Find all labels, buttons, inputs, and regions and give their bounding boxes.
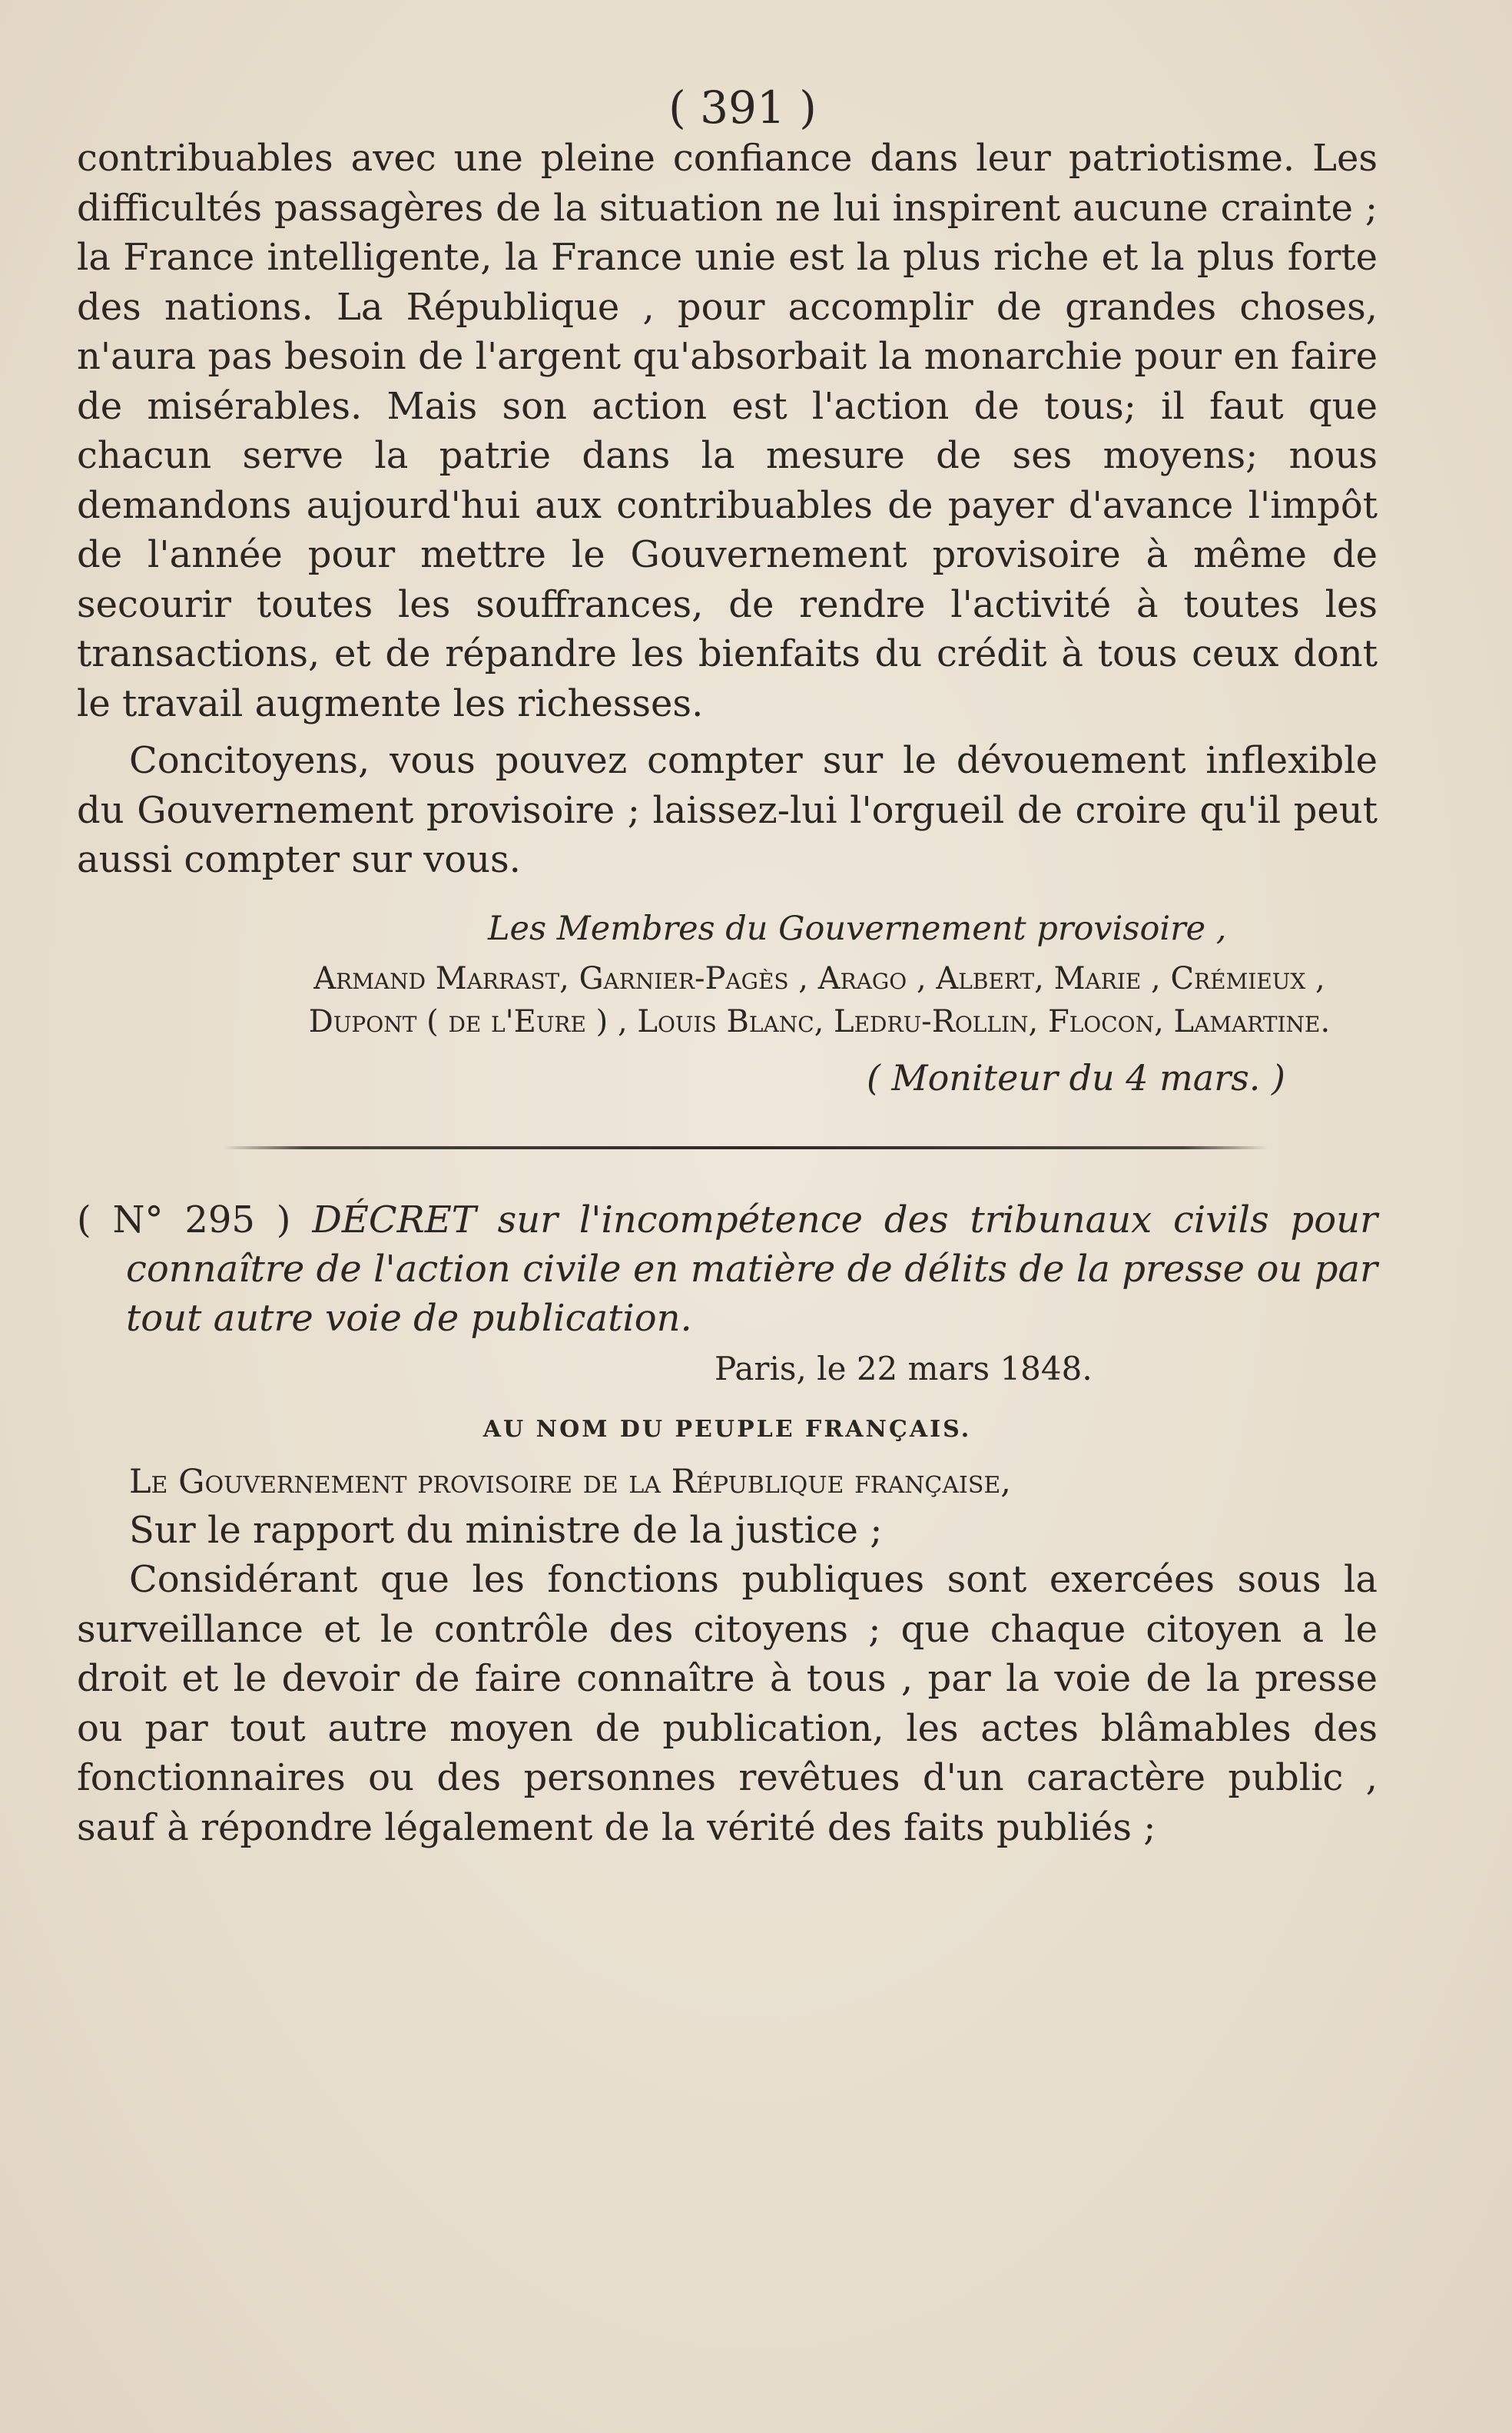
- signatories-list: [261, 957, 1378, 1043]
- source-citation: ( Moniteur du 4 mars. ): [866, 1056, 1285, 1099]
- intro-paragraph: contribuables avec une pleine confiance dans leur patriotisme. Les difficultés passagères de la situation ne lui inspirent aucune crainte ; la France intelligente, la France unie est la plus riche et la plus forte des nations. La République , pour accomplir de grandes choses, n'aura pas besoin de l'argent qu'absorbait la monarchie pour en faire de misérables. Mais son action est l'action de tous; il faut que chacun serve la patrie dans la mesure de ses moyens; nous demandons aujourd'hui aux contribuables de payer d'avance l'impôt de l'année pour mettre le Gouvernement provisoire à même de secourir toutes les souffrances, de rendre l'activité à toutes les transactions, et de répandre les bienfaits du crédit à tous ceux dont le travail augmente les richesses.: [77, 137, 1378, 725]
- decree-heading: [77, 1195, 1378, 1343]
- section-divider: [223, 1146, 1268, 1149]
- signatories-names: Armand Marrast, Garnier-Pagès , Arago , Albert, Marie , Crémieux , Dupont ( de l'Eure ) , Louis Blanc, Ledru-Rollin, Flocon, Lamartine.: [308, 960, 1331, 1039]
- decree-government: Le Gouvernement provisoire de la République française,: [129, 1462, 1011, 1501]
- closing-paragraph: Concitoyens, vous pouvez compter sur le dévouement inflexible du Gouvernement provisoire ; laissez-lui l'orgueil de croire qu'il peut aussi compter sur vous.: [77, 739, 1378, 881]
- page-number: ( 391 ): [668, 81, 817, 134]
- decree-number: ( N° 295 ): [77, 1198, 291, 1241]
- decree-title: DÉCRET sur l'incompétence des tribunaux civils pour connaître de l'action civile en matière de délits de la presse ou par tout autre voie de publication.: [126, 1198, 1378, 1340]
- decree-report: Sur le rapport du ministre de la justice ;: [129, 1508, 883, 1552]
- decree-place-date: Paris, le 22 mars 1848.: [715, 1349, 1093, 1387]
- signatories-heading: Les Membres du Gouvernement provisoire ,: [488, 909, 1227, 948]
- decree-considering: Considérant que les fonctions publiques sont exercées sous la surveillance et le contrôle des citoyens ; que chaque citoyen a le droit et le devoir de faire connaître à tous , par la voie de la presse ou par tout autre moyen de publication, les actes blâmables des fonctionnaires ou des personnes revêtues d'un caractère public , sauf à répondre légalement de la vérité des faits publiés ;: [77, 1558, 1378, 1849]
- decree-banner: AU NOM DU PEUPLE FRANÇAIS.: [482, 1415, 972, 1443]
